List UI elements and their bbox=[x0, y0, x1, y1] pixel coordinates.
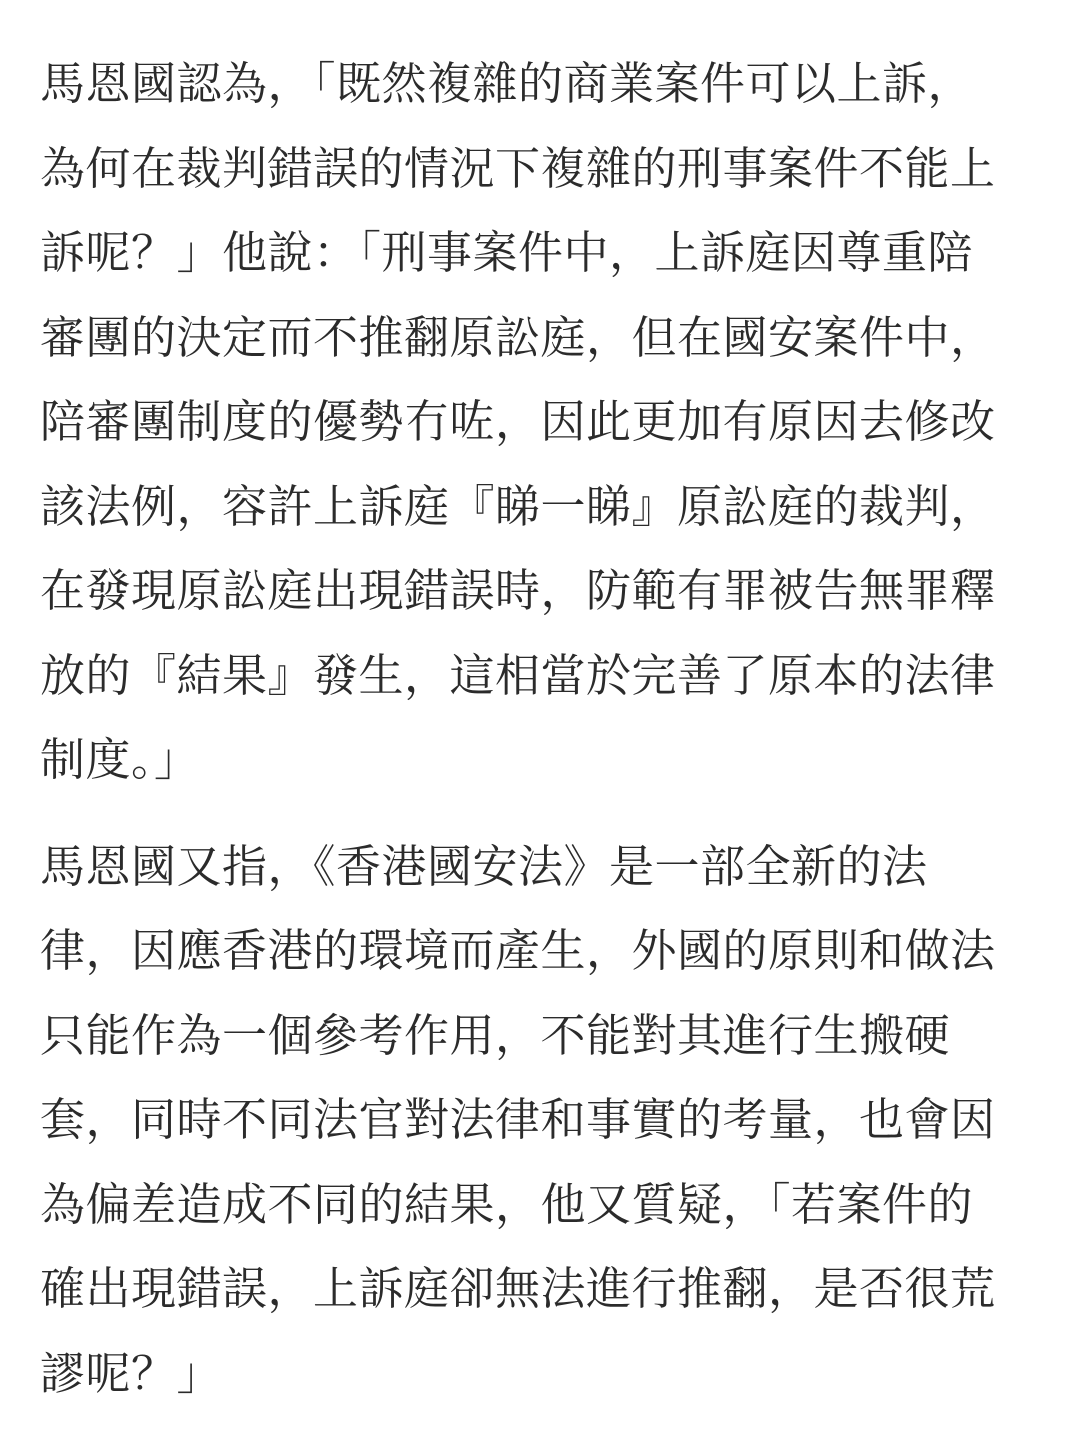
text-line: 律，因應香港的環境而產生，外國的原則和做法 bbox=[40, 924, 996, 977]
text-line: 訴呢？」他說：「刑事案件中，上訴庭因尊重陪 bbox=[40, 226, 974, 279]
text-line: 審團的決定而不推翻原訟庭，但在國安案件中， bbox=[40, 310, 996, 364]
text-line: 制度。」 bbox=[40, 733, 200, 786]
text-line: 為何在裁判錯誤的情況下複雜的刑事案件不能上 bbox=[40, 141, 996, 195]
article-body bbox=[40, 42, 1008, 1416]
text-line: 馬恩國又指，《香港國安法》是一部全新的法 bbox=[40, 839, 928, 893]
text-line: 放的『結果』發生，這相當於完善了原本的法律 bbox=[40, 648, 996, 702]
text-line: 謬呢？」 bbox=[40, 1346, 223, 1400]
text-line: 為偏差造成不同的結果，他又質疑，「若案件的 bbox=[40, 1177, 974, 1231]
text-line: 陪審團制度的優勢冇咗，因此更加有原因去修改 bbox=[40, 395, 996, 448]
paragraph-2 bbox=[40, 825, 1008, 1417]
paragraph-1 bbox=[40, 42, 1008, 803]
text-line: 只能作為一個參考作用，不能對其進行生搬硬 bbox=[40, 1008, 951, 1062]
text-line: 在發現原訟庭出現錯誤時，防範有罪被告無罪釋 bbox=[40, 564, 996, 617]
text-line: 該法例，容許上訴庭『睇一睇』原訟庭的裁判， bbox=[40, 479, 996, 533]
text-line: 確出現錯誤，上訴庭卻無法進行推翻，是否很荒 bbox=[40, 1262, 996, 1315]
text-line: 馬恩國認為，「既然複雜的商業案件可以上訴， bbox=[40, 57, 974, 110]
text-line: 套，同時不同法官對法律和事實的考量，也會因 bbox=[40, 1093, 996, 1146]
